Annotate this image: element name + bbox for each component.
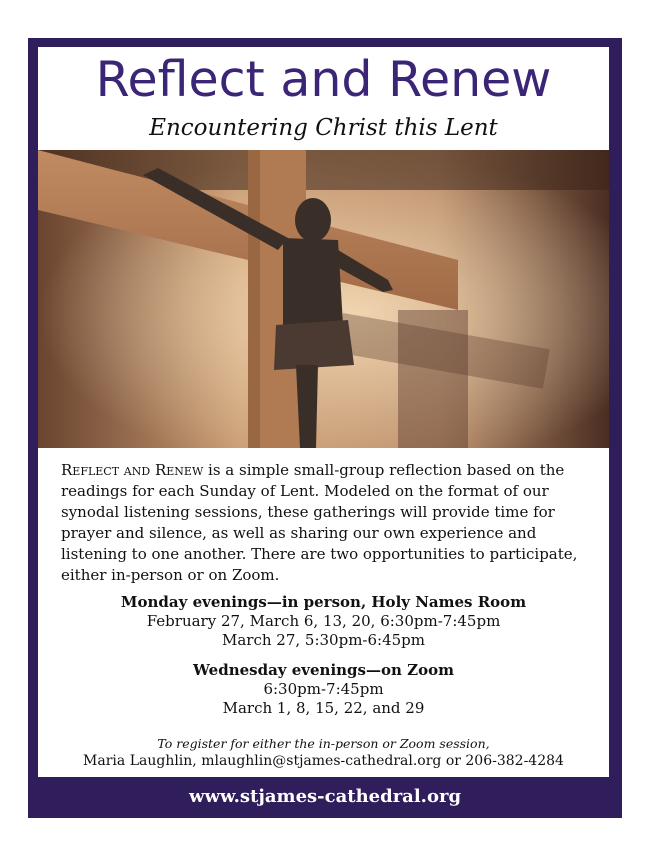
page-subtitle: Encountering Christ this Lent: [149, 115, 498, 141]
website-link[interactable]: www.stjames-cathedral.org: [188, 786, 462, 807]
crucifix-photo: [38, 150, 609, 448]
monday-sessions: [38, 593, 609, 650]
register-contact[interactable]: Maria Laughlin, mlaughlin@stjames-cathedral.org or 206-382-4284: [83, 753, 564, 769]
registration-info: [38, 735, 609, 771]
monday-heading: Monday evenings—in person, Holy Names Room: [120, 593, 527, 611]
intro-text: is a simple small-group reflection based on the readings for each Sunday of Lent. Modeled on the format of our synodal listening sessions, these gatherings will provide time for prayer and silence, as well as sharing our own experience and listening to one another. There are two opportunities to participate, either in-person or on Zoom.: [61, 461, 578, 584]
wednesday-time: 6:30pm-7:45pm: [263, 680, 384, 698]
intro-lead: Reflect and Renew: [61, 461, 204, 479]
wednesday-sessions: [38, 661, 609, 718]
monday-dates-1: February 27, March 6, 13, 20, 6:30pm-7:45pm: [146, 612, 501, 630]
monday-dates-2: March 27, 5:30pm-6:45pm: [221, 631, 425, 649]
register-note: To register for either the in-person or Zoom session,: [157, 736, 490, 751]
page-title: Reflect and Renew: [95, 51, 552, 108]
wednesday-dates: March 1, 8, 15, 22, and 29: [222, 699, 425, 717]
intro-paragraph: [61, 460, 589, 586]
wednesday-heading: Wednesday evenings—on Zoom: [193, 661, 454, 679]
